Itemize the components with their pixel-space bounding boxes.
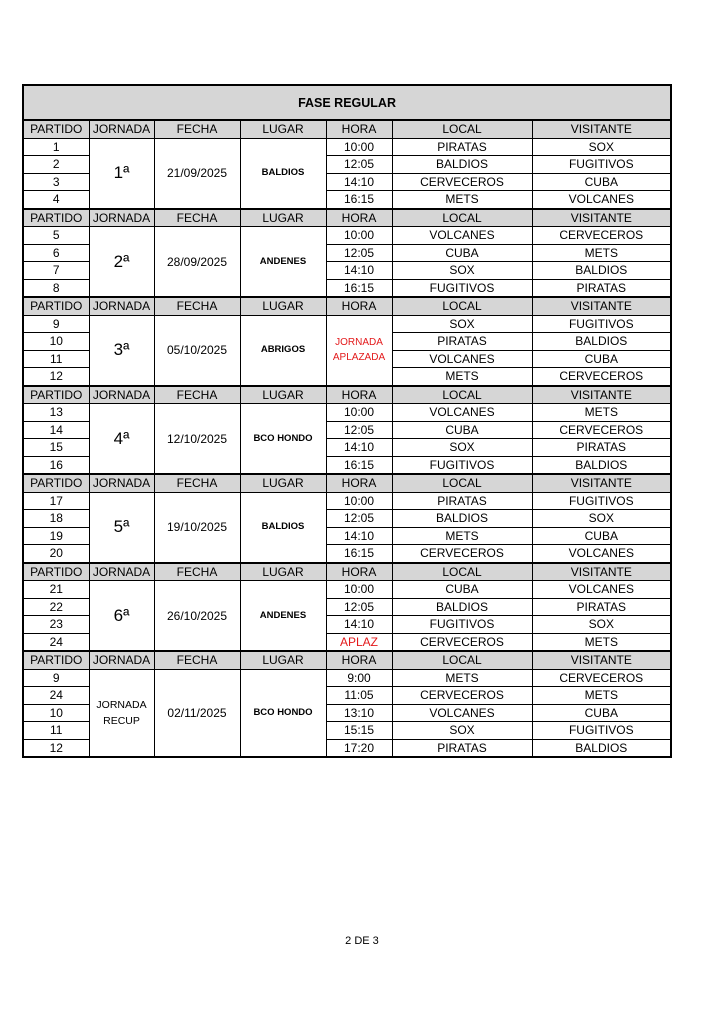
header-partido: PARTIDO <box>23 651 89 669</box>
header-local: LOCAL <box>392 651 532 669</box>
visitante-team-cell: PIRATAS <box>532 279 671 297</box>
header-lugar: LUGAR <box>240 297 326 315</box>
partido-cell: 24 <box>23 633 89 651</box>
header-jornada: JORNADA <box>89 563 154 581</box>
match-row <box>23 227 671 245</box>
hora-cell: 12:05 <box>326 421 392 439</box>
header-partido: PARTIDO <box>23 209 89 227</box>
local-team-cell: SOX <box>392 262 532 280</box>
hora-cell: 16:15 <box>326 279 392 297</box>
hora-cell: 17:20 <box>326 739 392 757</box>
visitante-team-cell: VOLCANES <box>532 581 671 599</box>
local-team-cell: CUBA <box>392 244 532 262</box>
local-team-cell: BALDIOS <box>392 156 532 174</box>
visitante-team-cell: BALDIOS <box>532 739 671 757</box>
visitante-team-cell: PIRATAS <box>532 598 671 616</box>
partido-cell: 6 <box>23 244 89 262</box>
partido-cell: 4 <box>23 191 89 209</box>
fecha-cell: 02/11/2025 <box>154 669 240 757</box>
local-team-cell: METS <box>392 669 532 687</box>
column-header-row <box>23 120 671 138</box>
partido-cell: 22 <box>23 598 89 616</box>
partido-cell: 15 <box>23 439 89 457</box>
header-visitante: VISITANTE <box>532 297 671 315</box>
jornada-cell: 5ª <box>89 492 154 563</box>
partido-cell: 1 <box>23 138 89 156</box>
lugar-cell: BCO HONDO <box>240 404 326 475</box>
partido-cell: 16 <box>23 456 89 474</box>
match-row <box>23 315 671 333</box>
column-header-row <box>23 474 671 492</box>
partido-cell: 13 <box>23 404 89 422</box>
partido-cell: 8 <box>23 279 89 297</box>
visitante-team-cell: CERVECEROS <box>532 368 671 386</box>
header-partido: PARTIDO <box>23 563 89 581</box>
partido-cell: 19 <box>23 527 89 545</box>
jornada-cell: 3ª <box>89 315 154 386</box>
header-hora: HORA <box>326 209 392 227</box>
hora-cell: 10:00 <box>326 492 392 510</box>
header-visitante: VISITANTE <box>532 651 671 669</box>
local-team-cell: METS <box>392 191 532 209</box>
visitante-team-cell: FUGITIVOS <box>532 722 671 740</box>
local-team-cell: FUGITIVOS <box>392 279 532 297</box>
header-hora: HORA <box>326 651 392 669</box>
partido-cell: 23 <box>23 616 89 634</box>
visitante-team-cell: FUGITIVOS <box>532 315 671 333</box>
header-partido: PARTIDO <box>23 120 89 138</box>
header-hora: HORA <box>326 563 392 581</box>
visitante-team-cell: BALDIOS <box>532 262 671 280</box>
partido-cell: 3 <box>23 173 89 191</box>
partido-cell: 12 <box>23 368 89 386</box>
jornada-cell: 6ª <box>89 581 154 652</box>
hora-cell: 11:05 <box>326 687 392 705</box>
visitante-team-cell: SOX <box>532 138 671 156</box>
visitante-team-cell: CUBA <box>532 173 671 191</box>
fecha-cell: 21/09/2025 <box>154 138 240 209</box>
hora-cell: 14:10 <box>326 173 392 191</box>
partido-cell: 17 <box>23 492 89 510</box>
visitante-team-cell: CUBA <box>532 527 671 545</box>
header-jornada: JORNADA <box>89 209 154 227</box>
hora-cell: 14:10 <box>326 439 392 457</box>
jornada-aplazada-notice: JORNADA APLAZADA <box>326 315 392 386</box>
header-hora: HORA <box>326 120 392 138</box>
visitante-team-cell: CERVECEROS <box>532 669 671 687</box>
visitante-team-cell: METS <box>532 633 671 651</box>
header-lugar: LUGAR <box>240 563 326 581</box>
header-fecha: FECHA <box>154 474 240 492</box>
match-row <box>23 492 671 510</box>
fecha-cell: 28/09/2025 <box>154 227 240 298</box>
visitante-team-cell: METS <box>532 404 671 422</box>
visitante-team-cell: BALDIOS <box>532 333 671 351</box>
local-team-cell: PIRATAS <box>392 138 532 156</box>
local-team-cell: PIRATAS <box>392 333 532 351</box>
header-visitante: VISITANTE <box>532 563 671 581</box>
local-team-cell: VOLCANES <box>392 704 532 722</box>
header-lugar: LUGAR <box>240 474 326 492</box>
fecha-cell: 26/10/2025 <box>154 581 240 652</box>
local-team-cell: CERVECEROS <box>392 633 532 651</box>
header-visitante: VISITANTE <box>532 120 671 138</box>
hora-cell: 10:00 <box>326 138 392 156</box>
visitante-team-cell: VOLCANES <box>532 545 671 563</box>
header-visitante: VISITANTE <box>532 209 671 227</box>
local-team-cell: CUBA <box>392 581 532 599</box>
page-number: 2 DE 3 <box>345 935 379 947</box>
header-local: LOCAL <box>392 120 532 138</box>
jornada-cell: 4ª <box>89 404 154 475</box>
local-team-cell: METS <box>392 368 532 386</box>
header-jornada: JORNADA <box>89 474 154 492</box>
local-team-cell: PIRATAS <box>392 739 532 757</box>
partido-cell: 5 <box>23 227 89 245</box>
partido-cell: 18 <box>23 510 89 528</box>
header-visitante: VISITANTE <box>532 386 671 404</box>
header-fecha: FECHA <box>154 563 240 581</box>
partido-cell: 2 <box>23 156 89 174</box>
header-fecha: FECHA <box>154 386 240 404</box>
jornada-cell: 1ª <box>89 138 154 209</box>
header-jornada: JORNADA <box>89 120 154 138</box>
header-fecha: FECHA <box>154 651 240 669</box>
local-team-cell: BALDIOS <box>392 598 532 616</box>
fecha-cell: 05/10/2025 <box>154 315 240 386</box>
header-fecha: FECHA <box>154 297 240 315</box>
local-team-cell: BALDIOS <box>392 510 532 528</box>
lugar-cell: BALDIOS <box>240 138 326 209</box>
header-hora: HORA <box>326 474 392 492</box>
header-lugar: LUGAR <box>240 386 326 404</box>
visitante-team-cell: METS <box>532 687 671 705</box>
hora-cell: 13:10 <box>326 704 392 722</box>
local-team-cell: PIRATAS <box>392 492 532 510</box>
local-team-cell: SOX <box>392 315 532 333</box>
hora-cell: 12:05 <box>326 510 392 528</box>
visitante-team-cell: BALDIOS <box>532 456 671 474</box>
match-row <box>23 581 671 599</box>
header-visitante: VISITANTE <box>532 474 671 492</box>
fecha-cell: 19/10/2025 <box>154 492 240 563</box>
local-team-cell: SOX <box>392 439 532 457</box>
column-header-row <box>23 563 671 581</box>
match-row <box>23 404 671 422</box>
partido-cell: 24 <box>23 687 89 705</box>
table-title-row <box>23 85 671 120</box>
column-header-row <box>23 297 671 315</box>
hora-cell: 14:10 <box>326 262 392 280</box>
local-team-cell: CERVECEROS <box>392 687 532 705</box>
header-local: LOCAL <box>392 209 532 227</box>
header-lugar: LUGAR <box>240 209 326 227</box>
column-header-row <box>23 209 671 227</box>
local-team-cell: METS <box>392 527 532 545</box>
visitante-team-cell: SOX <box>532 616 671 634</box>
hora-cell: 16:15 <box>326 191 392 209</box>
hora-cell: 10:00 <box>326 227 392 245</box>
partido-cell: 9 <box>23 315 89 333</box>
header-hora: HORA <box>326 386 392 404</box>
jornada-cell: 2ª <box>89 227 154 298</box>
local-team-cell: CERVECEROS <box>392 545 532 563</box>
schedule-table <box>22 84 672 758</box>
partido-cell: 20 <box>23 545 89 563</box>
hora-cell: 16:15 <box>326 545 392 563</box>
header-local: LOCAL <box>392 563 532 581</box>
hora-cell: 14:10 <box>326 527 392 545</box>
partido-cell: 9 <box>23 669 89 687</box>
partido-cell: 10 <box>23 704 89 722</box>
partido-cell: 14 <box>23 421 89 439</box>
header-local: LOCAL <box>392 386 532 404</box>
jornada-cell: JORNADA RECUP <box>89 669 154 757</box>
local-team-cell: VOLCANES <box>392 404 532 422</box>
header-local: LOCAL <box>392 474 532 492</box>
page-title: FASE REGULAR <box>23 85 671 120</box>
visitante-team-cell: SOX <box>532 510 671 528</box>
partido-cell: 10 <box>23 333 89 351</box>
header-partido: PARTIDO <box>23 474 89 492</box>
partido-cell: 7 <box>23 262 89 280</box>
match-row <box>23 669 671 687</box>
local-team-cell: CUBA <box>392 421 532 439</box>
header-jornada: JORNADA <box>89 386 154 404</box>
hora-cell: 15:15 <box>326 722 392 740</box>
lugar-cell: ANDENES <box>240 227 326 298</box>
local-team-cell: SOX <box>392 722 532 740</box>
partido-cell: 12 <box>23 739 89 757</box>
column-header-row <box>23 386 671 404</box>
header-jornada: JORNADA <box>89 651 154 669</box>
visitante-team-cell: FUGITIVOS <box>532 492 671 510</box>
local-team-cell: VOLCANES <box>392 227 532 245</box>
hora-cell: APLAZ <box>326 633 392 651</box>
header-jornada: JORNADA <box>89 297 154 315</box>
hora-cell: 12:05 <box>326 598 392 616</box>
local-team-cell: VOLCANES <box>392 350 532 368</box>
partido-cell: 21 <box>23 581 89 599</box>
hora-cell: 10:00 <box>326 404 392 422</box>
hora-cell: 14:10 <box>326 616 392 634</box>
visitante-team-cell: FUGITIVOS <box>532 156 671 174</box>
header-lugar: LUGAR <box>240 120 326 138</box>
visitante-team-cell: CERVECEROS <box>532 227 671 245</box>
header-lugar: LUGAR <box>240 651 326 669</box>
visitante-team-cell: METS <box>532 244 671 262</box>
header-hora: HORA <box>326 297 392 315</box>
visitante-team-cell: CUBA <box>532 350 671 368</box>
hora-cell: 12:05 <box>326 156 392 174</box>
visitante-team-cell: VOLCANES <box>532 191 671 209</box>
local-team-cell: FUGITIVOS <box>392 616 532 634</box>
hora-cell: 10:00 <box>326 581 392 599</box>
local-team-cell: FUGITIVOS <box>392 456 532 474</box>
visitante-team-cell: CERVECEROS <box>532 421 671 439</box>
visitante-team-cell: CUBA <box>532 704 671 722</box>
column-header-row <box>23 651 671 669</box>
header-partido: PARTIDO <box>23 386 89 404</box>
visitante-team-cell: PIRATAS <box>532 439 671 457</box>
partido-cell: 11 <box>23 722 89 740</box>
lugar-cell: ANDENES <box>240 581 326 652</box>
match-row <box>23 138 671 156</box>
lugar-cell: BCO HONDO <box>240 669 326 757</box>
header-fecha: FECHA <box>154 209 240 227</box>
header-local: LOCAL <box>392 297 532 315</box>
lugar-cell: BALDIOS <box>240 492 326 563</box>
hora-cell: 9:00 <box>326 669 392 687</box>
hora-cell: 12:05 <box>326 244 392 262</box>
header-fecha: FECHA <box>154 120 240 138</box>
fecha-cell: 12/10/2025 <box>154 404 240 475</box>
hora-cell: 16:15 <box>326 456 392 474</box>
local-team-cell: CERVECEROS <box>392 173 532 191</box>
header-partido: PARTIDO <box>23 297 89 315</box>
lugar-cell: ABRIGOS <box>240 315 326 386</box>
partido-cell: 11 <box>23 350 89 368</box>
